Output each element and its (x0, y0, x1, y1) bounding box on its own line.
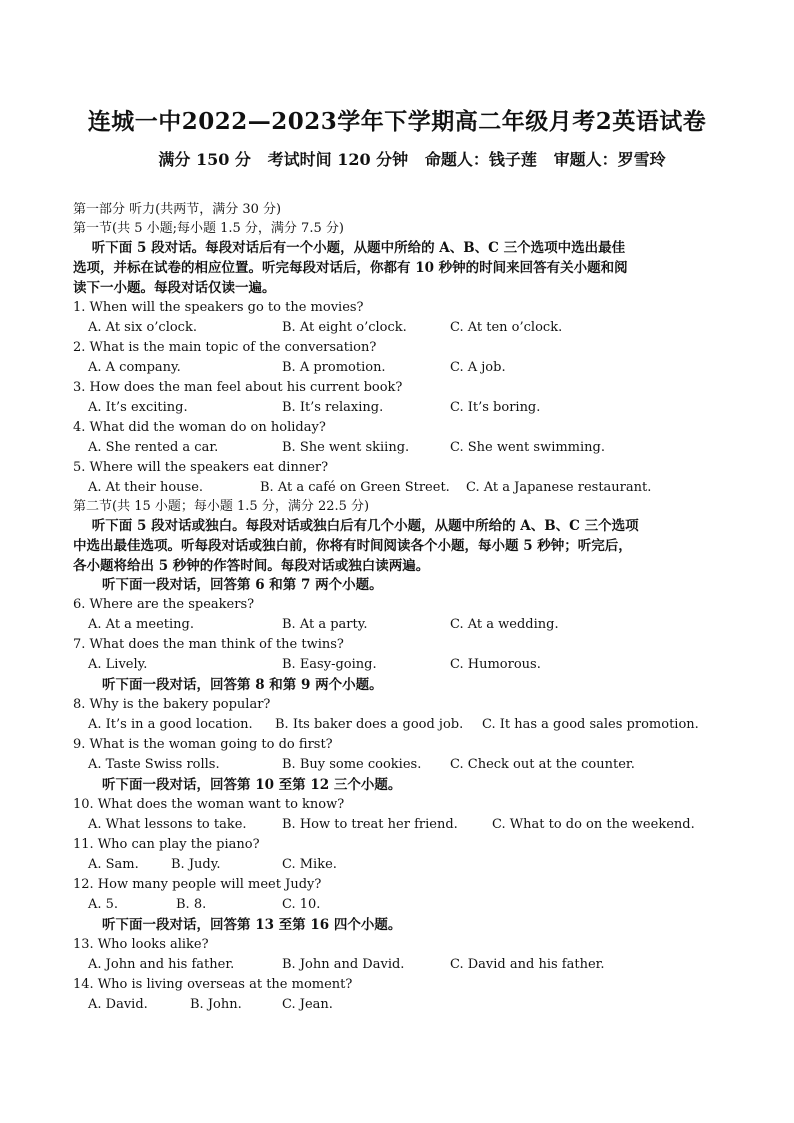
question-text: 2. What is the main topic of the conversation? (73, 340, 377, 355)
question-text: 6. Where are the speakers? (73, 597, 255, 612)
option-b: B. Easy-going. (282, 657, 377, 672)
section2-heading: 第二节(共 15 小题；每小题 1.5 分，满分 22.5 分) (73, 499, 370, 514)
dialogue-intro: 听下面一段对话，回答第 8 和第 9 两个小题。 (102, 677, 383, 693)
question-options (88, 715, 708, 735)
option-c: C. 10. (282, 897, 321, 912)
option-a: A. David. (88, 997, 148, 1012)
question-options (88, 755, 708, 775)
section1-instructions-line: 读下一小题。每段对话仅读一遍。 (73, 280, 276, 296)
question-text: 14. Who is living overseas at the moment? (73, 977, 353, 992)
question-text: 12. How many people will meet Judy? (73, 877, 322, 892)
dialogue-intro: 听下面一段对话，回答第 10 至第 12 三个小题。 (102, 777, 402, 793)
option-c: C. It has a good sales promotion. (482, 717, 699, 732)
section2-instructions-line: 各小题将给出 5 秒钟的作答时间。每段对话或独白读两遍。 (73, 558, 430, 574)
option-a: A. A company. (88, 360, 181, 375)
option-a: A. She rented a car. (88, 440, 219, 455)
section2-instructions-line: 听下面 5 段对话或独白。每段对话或独白后有几个小题，从题中所给的 A、B、C 三个选项 (73, 518, 639, 534)
option-c: C. Humorous. (450, 657, 541, 672)
option-b: B. At a café on Green Street. (260, 480, 450, 495)
dialogue-intro: 听下面一段对话，回答第 6 和第 7 两个小题。 (102, 577, 383, 593)
section1-instructions-line: 听下面 5 段对话。每段对话后有一个小题，从题中所给的 A、B、C 三个选项中选出最佳 (73, 240, 626, 256)
page-title: 连城一中2022—2023学年下学期高二年级月考2英语试卷 (87, 108, 707, 135)
question-options (88, 895, 708, 915)
question-text: 9. What is the woman going to do first? (73, 737, 333, 752)
question-text: 1. When will the speakers go to the movies? (73, 300, 364, 315)
question-options (88, 358, 708, 378)
option-c: C. Mike. (282, 857, 337, 872)
dialogue-intro: 听下面一段对话，回答第 13 至第 16 四个小题。 (102, 917, 402, 933)
option-b: B. John and David. (282, 957, 405, 972)
option-a: A. Sam. (88, 857, 139, 872)
option-a: A. What lessons to take. (88, 817, 247, 832)
question-options (88, 398, 708, 418)
option-c: C. She went swimming. (450, 440, 605, 455)
option-c: C. It’s boring. (450, 400, 541, 415)
question-text: 11. Who can play the piano? (73, 837, 260, 852)
question-options (88, 815, 708, 835)
question-text: 13. Who looks alike? (73, 937, 209, 952)
question-text: 7. What does the man think of the twins? (73, 637, 344, 652)
question-text: 4. What did the woman do on holiday? (73, 420, 326, 435)
option-b: B. Its baker does a good job. (275, 717, 464, 732)
option-a: A. At their house. (88, 480, 204, 495)
section1-instructions-line: 选项，并标在试卷的相应位置。听完每段对话后，你都有 10 秒钟的时间来回答有关小题和阅 (73, 260, 628, 276)
option-c: C. At a Japanese restaurant. (466, 480, 652, 495)
option-b: B. How to treat her friend. (282, 817, 458, 832)
question-options (88, 438, 708, 458)
option-b: B. Buy some cookies. (282, 757, 422, 772)
question-options (88, 478, 708, 498)
question-options (88, 655, 708, 675)
option-c: C. At ten o’clock. (450, 320, 563, 335)
question-options (88, 855, 708, 875)
option-a: A. Lively. (88, 657, 148, 672)
option-b: B. John. (190, 997, 242, 1012)
option-b: B. It’s relaxing. (282, 400, 384, 415)
question-options (88, 318, 708, 338)
option-a: A. At six o’clock. (88, 320, 197, 335)
section2-instructions-line: 中选出最佳选项。听每段对话或独白前，你将有时间阅读各个小题，每小题 5 秒钟；听完后， (73, 538, 632, 554)
part1-heading: 第一部分 听力(共两节，满分 30 分) (73, 202, 282, 217)
option-a: A. Taste Swiss rolls. (88, 757, 220, 772)
question-options (88, 615, 708, 635)
option-a: A. It’s exciting. (88, 400, 188, 415)
question-text: 10. What does the woman want to know? (73, 797, 345, 812)
option-c: C. A job. (450, 360, 506, 375)
option-c: C. What to do on the weekend. (492, 817, 695, 832)
option-b: B. At a party. (282, 617, 368, 632)
option-b: B. 8. (176, 897, 207, 912)
option-c: C. At a wedding. (450, 617, 559, 632)
section1-heading: 第一节(共 5 小题;每小题 1.5 分，满分 7.5 分) (73, 221, 344, 236)
question-options (88, 995, 708, 1015)
option-b: B. Judy. (171, 857, 221, 872)
option-a: A. At a meeting. (88, 617, 194, 632)
question-text: 8. Why is the bakery popular? (73, 697, 271, 712)
question-options (88, 955, 708, 975)
option-c: C. Jean. (282, 997, 333, 1012)
option-b: B. She went skiing. (282, 440, 410, 455)
question-text: 5. Where will the speakers eat dinner? (73, 460, 329, 475)
question-text: 3. How does the man feel about his current book? (73, 380, 403, 395)
option-b: B. At eight o’clock. (282, 320, 407, 335)
option-c: C. David and his father. (450, 957, 605, 972)
option-b: B. A promotion. (282, 360, 386, 375)
option-a: A. John and his father. (88, 957, 235, 972)
option-a: A. 5. (88, 897, 119, 912)
option-c: C. Check out at the counter. (450, 757, 635, 772)
option-a: A. It’s in a good location. (88, 717, 253, 732)
exam-info: 满分 150 分 考试时间 120 分钟 命题人：钱子莲 审题人：罗雪玲 (158, 150, 666, 169)
